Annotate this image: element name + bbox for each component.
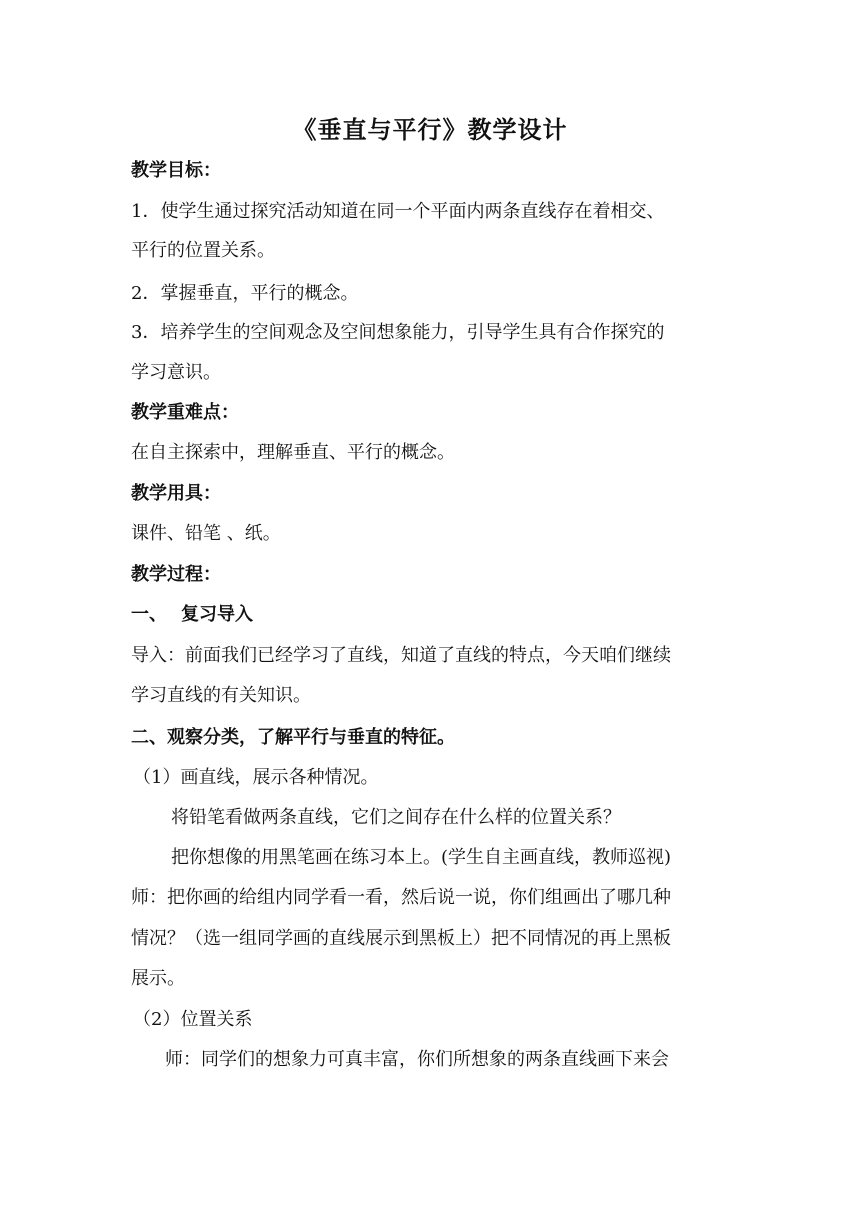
section-1-number: 一、 xyxy=(131,604,167,625)
key-points-text: 在自主探索中，理解垂直、平行的概念。 xyxy=(131,442,455,463)
goal-1-line-2: 平行的位置关系。 xyxy=(131,240,275,261)
paragraph-4: 师：同学们的想象力可真丰富，你们所想象的两条直线画下来会 xyxy=(165,1049,669,1070)
paragraph-3-line-2: 情况？（选一组同学画的直线展示到黑板上）把不同情况的再上黑板 xyxy=(131,928,671,949)
intro-line-2: 学习直线的有关知识。 xyxy=(131,685,311,706)
goal-3-line-2: 学习意识。 xyxy=(131,362,221,383)
paragraph-3-line-1: 师：把你画的给组内同学看一看，然后说一说，你们组画出了哪几种 xyxy=(131,887,671,908)
tools-text: 课件、铅笔 、纸。 xyxy=(131,523,281,544)
section-1-heading xyxy=(131,602,741,628)
paragraph-3-line-3: 展示。 xyxy=(131,968,185,989)
goal-1-line-1: 1．使学生通过探究活动知道在同一个平面内两条直线存在着相交、 xyxy=(131,201,665,222)
key-points-heading: 教学重难点： xyxy=(131,402,239,423)
goal-3-line-1: 3．培养学生的空间观念及空间想象能力，引导学生具有合作探究的 xyxy=(131,322,665,343)
goals-heading: 教学目标： xyxy=(131,160,221,181)
section-1-title: 复习导入 xyxy=(181,604,253,625)
step-2: （2）位置关系 xyxy=(133,1009,253,1030)
step-1: （1）画直线，展示各种情况。 xyxy=(133,767,379,788)
section-2-heading: 二、观察分类，了解平行与垂直的特征。 xyxy=(131,727,455,748)
intro-line-1: 导入：前面我们已经学习了直线，知道了直线的特点，今天咱们继续 xyxy=(131,645,671,666)
document-title: 《垂直与平行》教学设计 xyxy=(292,115,568,144)
tools-heading: 教学用具： xyxy=(131,483,221,504)
paragraph-1: 将铅笔看做两条直线，它们之间存在什么样的位置关系？ xyxy=(171,807,621,828)
goal-2: 2．掌握垂直，平行的概念。 xyxy=(131,283,359,304)
process-heading: 教学过程： xyxy=(131,564,221,585)
paragraph-2: 把你想像的用黑笔画在练习本上。(学生自主画直线，教师巡视) xyxy=(171,847,672,868)
